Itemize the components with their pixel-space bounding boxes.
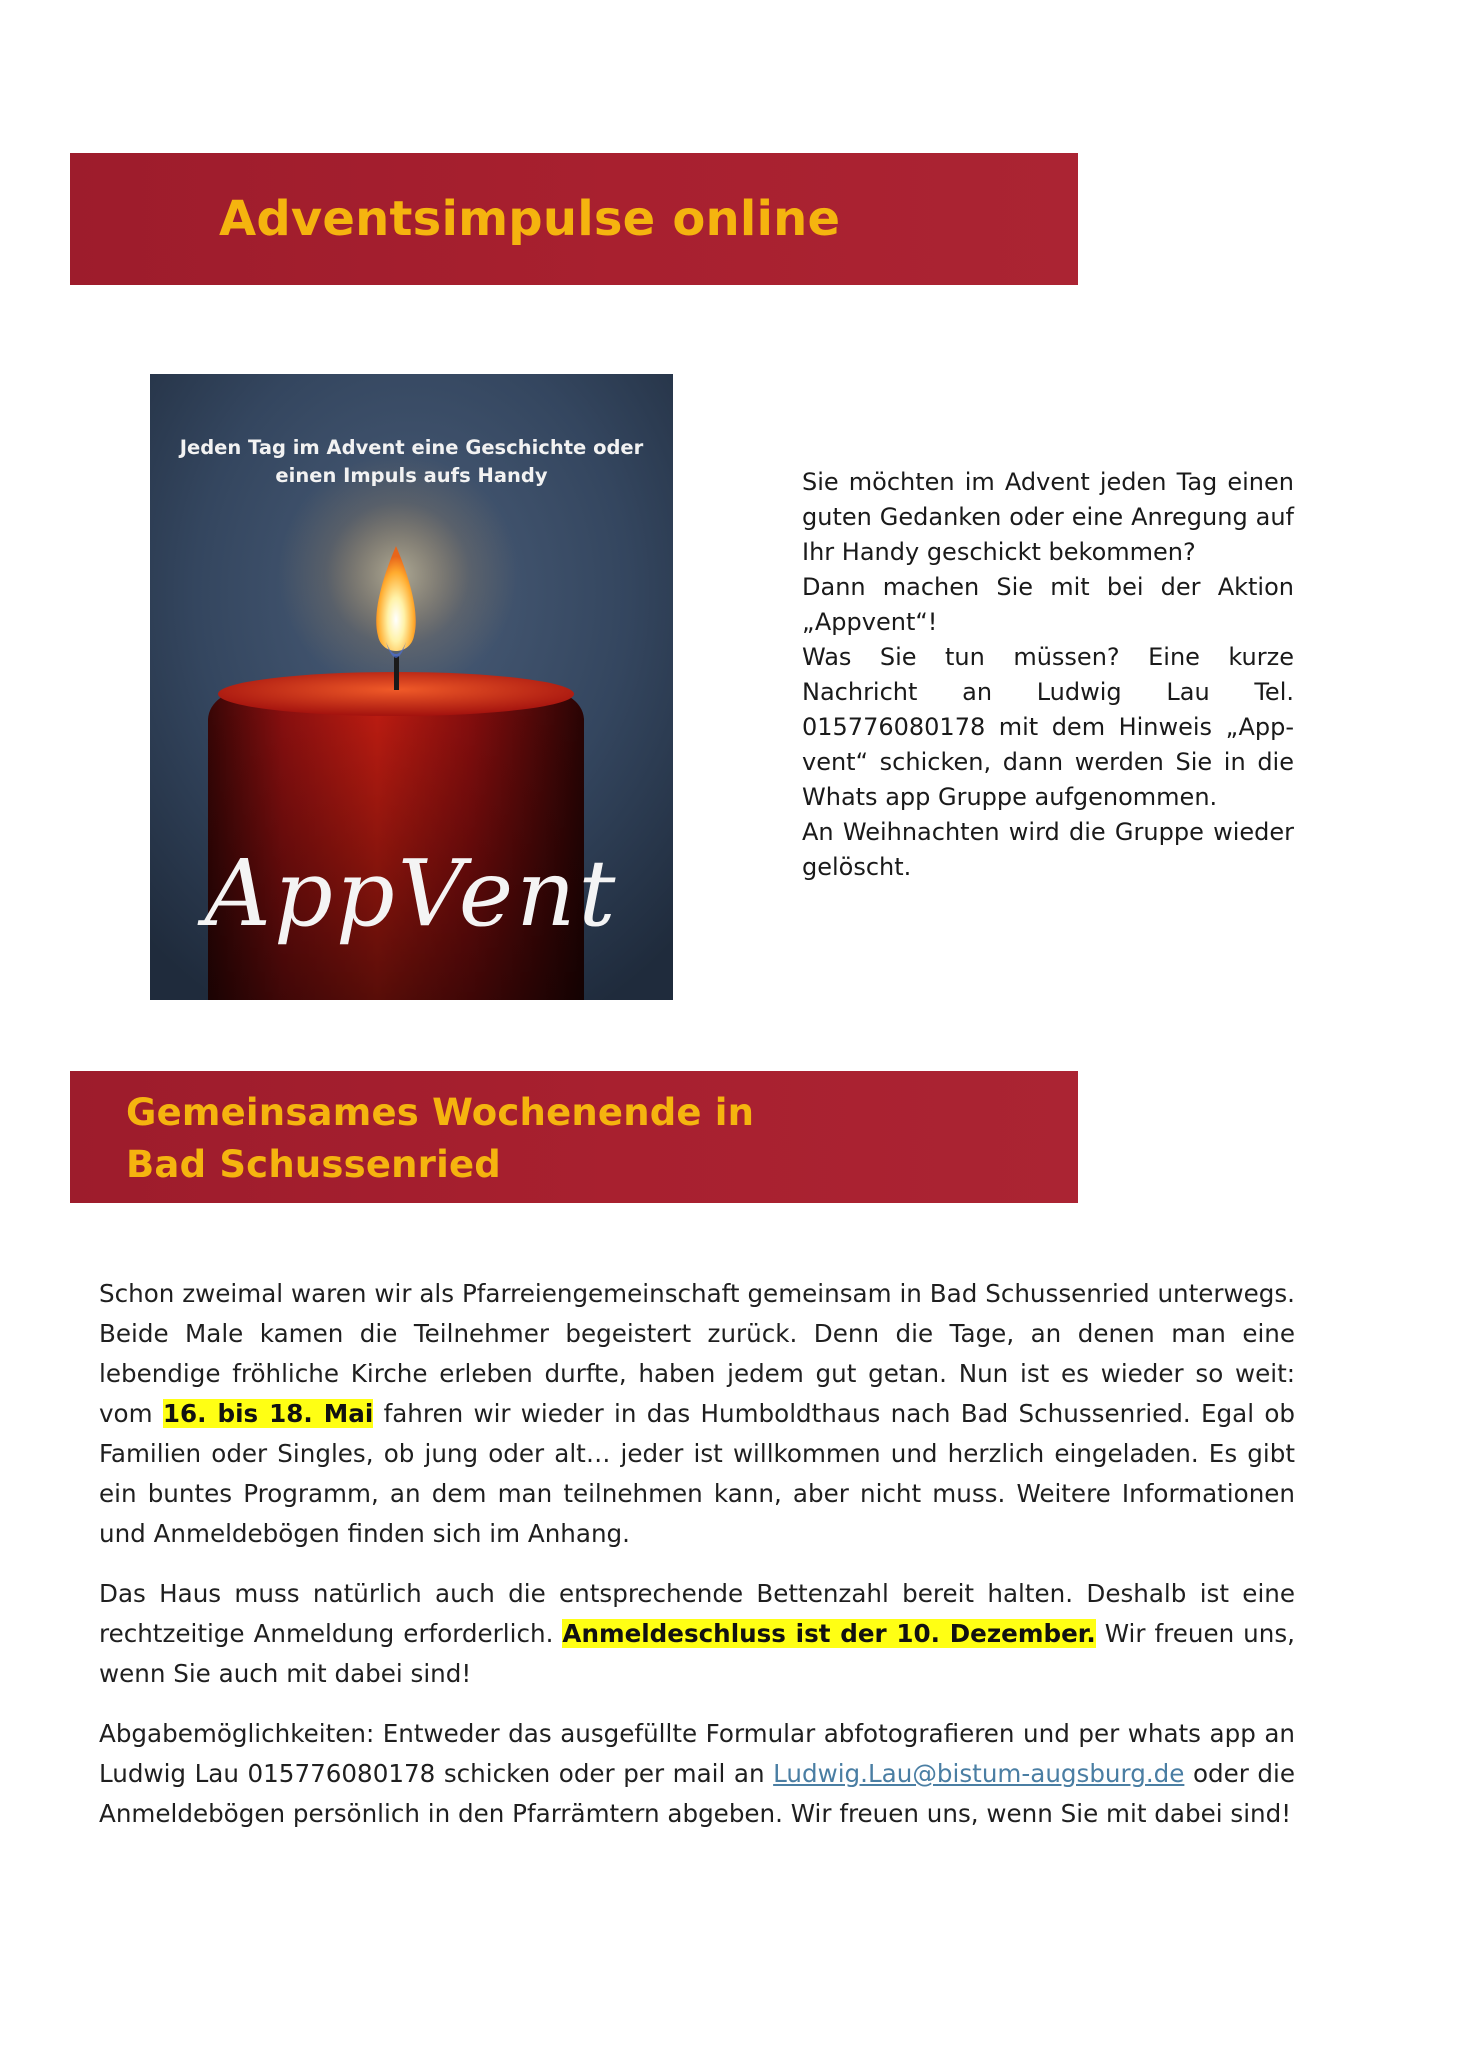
appvent-description	[802, 465, 1294, 885]
section-title: Gemeinsames Wochenende in Bad Schussenried	[126, 1091, 755, 1186]
section-banner-advent	[70, 153, 1078, 285]
poster-caption: Jeden Tag im Advent eine Geschichte oder einen Impuls aufs Handy	[179, 436, 644, 487]
paragraph-text: fahren wir wieder in das Humboldthaus nach Bad Schussenried. Egal ob Familien oder Singles, ob jung oder alt… jeder ist willkommen und herzlich eingeladen. Es gibt ein buntes Programm, an dem man teilnehmen kann, aber nicht muss. Weitere Informationen und Anmeldebögen finden sich im Anhang.	[99, 1399, 1295, 1548]
paragraph	[99, 1274, 1295, 1554]
date-highlight: 16. bis 18. Mai	[162, 1399, 374, 1428]
poster-title: AppVent	[204, 840, 619, 947]
intro-paragraph: Sie möchten im Advent jeden Tag einen guten Gedanken oder eine Anregung auf Ihr Handy geschickt bekommen?	[802, 468, 1294, 566]
deadline-highlight: Anmeldeschluss ist der 10. Dezember.	[562, 1619, 1096, 1648]
appvent-poster-image	[150, 374, 673, 1000]
paragraph-text: Schon zweimal waren wir als Pfarreiengemeinschaft gemeinsam in Bad Schussenried unterwegs. Beide Male kamen die Teilnehmer begeistert zurück. Denn die Tage, an denen man eine lebendige fröhliche Kirche erleben durfte, haben jedem gut getan. Nun ist es wieder so weit: vom	[99, 1279, 1295, 1428]
paragraph-text: Abgabemöglichkeiten: Entweder das ausgefüllte Formular abfotografieren und per whats app an Ludwig Lau 015776080178 schicken oder per mail an	[99, 1719, 1295, 1788]
paragraph	[99, 1574, 1295, 1694]
weekend-description	[99, 1274, 1295, 1854]
section-title: Adventsimpulse online	[219, 191, 841, 247]
intro-paragraph: Dann machen Sie mit bei der Aktion „Appvent“!	[802, 573, 1294, 636]
intro-paragraph: Was Sie tun müssen? Eine kurze Nachricht an Ludwig Lau Tel. 015776080178 mit dem Hinweis „App-vent“ schicken, dann werden Sie in die Whats app Gruppe aufgenommen.	[802, 643, 1294, 811]
paragraph-text: oder die Anmeldebögen persönlich in den Pfarrämtern abgeben. Wir freuen uns, wenn Sie mit dabei sind!	[99, 1759, 1295, 1828]
section-banner-weekend	[70, 1071, 1078, 1203]
paragraph-text: Wir freuen uns, wenn Sie auch mit dabei sind!	[99, 1619, 1295, 1688]
email-link[interactable]: Ludwig.Lau@bistum-augsburg.de	[773, 1759, 1185, 1788]
paragraph	[99, 1714, 1295, 1834]
intro-paragraph: An Weihnachten wird die Gruppe wieder gelöscht.	[802, 818, 1294, 881]
paragraph-text: Das Haus muss natürlich auch die entsprechende Bettenzahl bereit halten. Deshalb ist eine rechtzeitige Anmeldung erforderlich.	[99, 1579, 1295, 1648]
